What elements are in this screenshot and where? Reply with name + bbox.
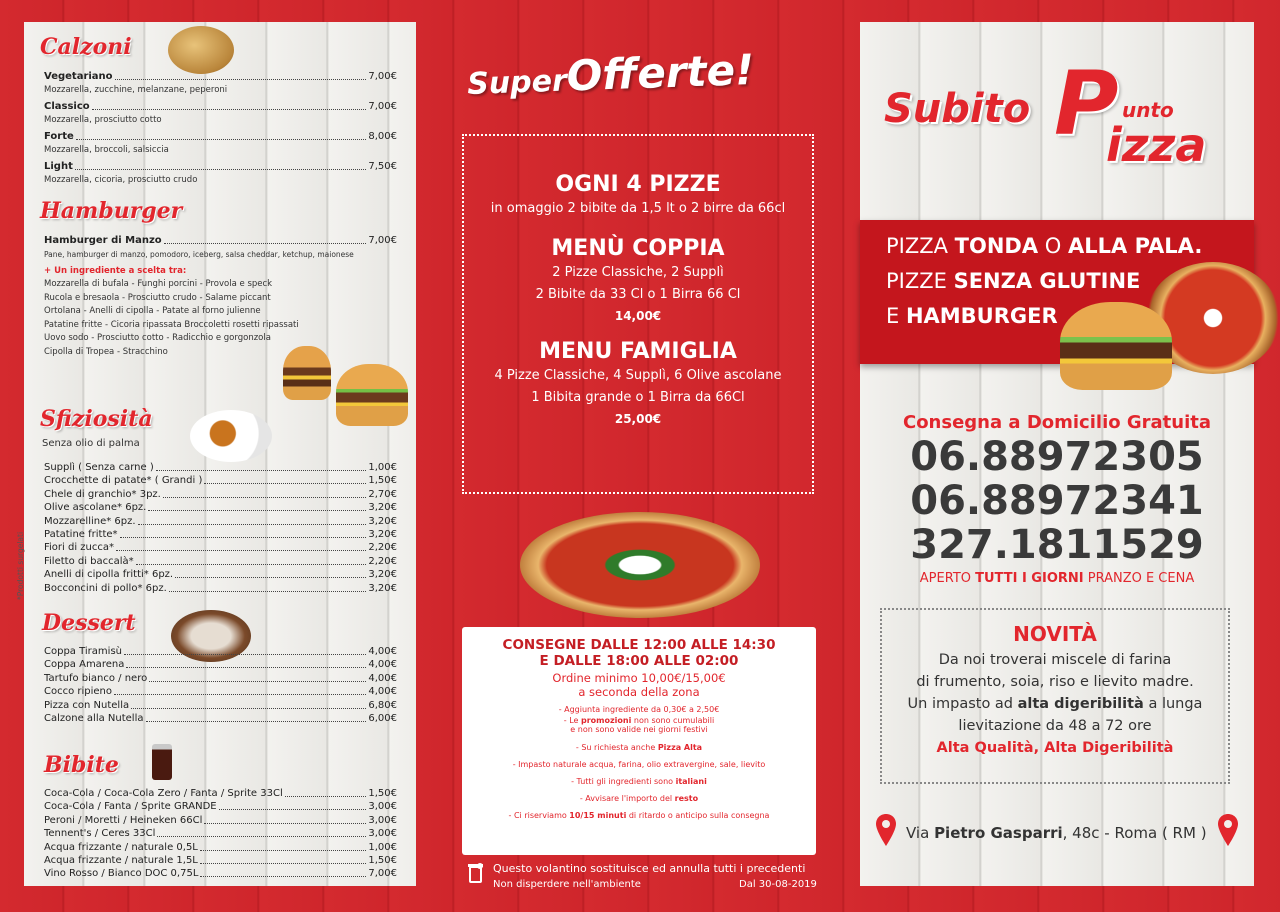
menu-item <box>44 515 397 528</box>
dot-leader <box>200 841 366 851</box>
item-price: 1,50€ <box>368 788 397 799</box>
item-name: Coca-Cola / Fanta / Sprite GRANDE <box>44 801 217 813</box>
menu-item <box>44 528 397 541</box>
item-name: Pizza con Nutella <box>44 699 130 711</box>
banner-line-3: E HAMBURGER <box>886 304 1058 328</box>
dot-leader <box>200 854 366 864</box>
novita-l5: Alta Qualità, Alta Digeribilità <box>936 740 1174 756</box>
item-name: Classico <box>44 101 90 112</box>
banner-line-1: PIZZA TONDA O ALLA PALA. <box>886 234 1203 258</box>
menu-item <box>44 787 397 800</box>
menu-item <box>44 867 397 880</box>
item-name: Hamburger di Manzo <box>44 235 162 246</box>
sfiziosita-subtitle: Senza olio di palma <box>42 438 140 449</box>
menu-item <box>44 130 397 143</box>
menu-item <box>44 814 397 827</box>
dot-leader <box>131 699 366 709</box>
item-price: 3,00€ <box>368 828 397 840</box>
menu-item <box>44 568 397 581</box>
menu-item <box>44 461 397 474</box>
banner-line-2: PIZZE SENZA GLUTINE <box>886 269 1141 293</box>
menu-item <box>44 712 397 725</box>
item-name: Coppa Tiramisù <box>44 646 122 657</box>
note-italian: - Tutti gli ingredienti sono italiani <box>571 777 707 786</box>
menu-item <box>44 645 397 658</box>
item-desc: Mozzarella, prosciutto cotto <box>44 115 162 125</box>
dot-leader <box>285 787 367 797</box>
item-price: 3,20€ <box>368 529 397 540</box>
extra-option: Rucola e bresaola - Prosciutto crudo - Salame piccant <box>44 292 271 303</box>
bibite-title: Bibite <box>44 752 119 778</box>
cola-glass-image <box>152 744 172 780</box>
item-desc: Pane, hamburger di manzo, pomodoro, iceberg, salsa cheddar, ketchup, maionese <box>44 250 354 259</box>
hamburger-title: Hamburger <box>40 198 183 224</box>
calzone-image <box>168 26 234 74</box>
item-price: 1,00€ <box>368 462 397 473</box>
offer-coppia-l1: 2 Pizze Classiche, 2 Supplì <box>552 265 724 280</box>
menu-item <box>44 541 397 554</box>
dot-leader <box>157 827 366 837</box>
item-name: Acqua frizzante / naturale 1,5L <box>44 855 198 866</box>
item-price: 3,20€ <box>368 569 397 581</box>
note-change: - Avvisare l'importo del resto <box>579 794 699 803</box>
menu-item-hamburger <box>44 234 397 247</box>
item-name: Calzone alla Nutella <box>44 713 144 724</box>
item-price: 1,00€ <box>368 841 397 853</box>
item-price: 1,50€ <box>368 855 397 866</box>
dot-leader <box>138 515 367 525</box>
menu-item <box>44 699 397 712</box>
item-price: 3,20€ <box>368 502 397 514</box>
menu-item <box>44 488 397 501</box>
brand-logo <box>884 52 1234 172</box>
dot-leader <box>175 568 366 578</box>
menu-item <box>44 555 397 568</box>
note-pizza-alta: - Su richiesta anche Pizza Alta <box>575 743 703 752</box>
item-name: Coppa Amarena <box>44 659 125 671</box>
brand-subito: Subito <box>884 86 1031 132</box>
item-price: 6,00€ <box>368 713 397 724</box>
dot-leader <box>120 528 367 538</box>
item-price: 3,20€ <box>368 515 397 527</box>
item-name: Coca-Cola / Coca-Cola Zero / Fanta / Sprite 33Cl <box>44 788 283 799</box>
menu-item <box>44 854 397 867</box>
item-price: 3,20€ <box>368 582 397 594</box>
note-ingredients: - Aggiunta ingrediente da 0,30€ a 2,50€ <box>558 705 720 714</box>
item-price: 3,00€ <box>368 801 397 813</box>
burger-image <box>283 346 331 400</box>
item-name: Anelli di cipolla fritti* 6pz. <box>44 569 174 581</box>
item-name: Bocconcini di pollo* 6pz. <box>44 582 167 594</box>
dot-leader <box>204 814 366 824</box>
delivery-info-box <box>462 627 816 855</box>
dot-leader <box>124 645 366 655</box>
menu-item <box>44 658 397 671</box>
item-name: Supplì ( Senza carne ) <box>44 462 154 473</box>
item-desc: Mozzarella, zucchine, melanzane, peperoni <box>44 85 228 95</box>
dot-leader <box>136 555 367 565</box>
novita-l2: di frumento, soia, riso e lievito madre. <box>916 674 1194 690</box>
delivery-hours-2: E DALLE 18:00 ALLE 02:00 <box>539 653 739 669</box>
phone-2[interactable]: 06.88972341 <box>910 478 1204 524</box>
offer-coppia-price: 14,00€ <box>614 309 662 323</box>
item-name: Mozzarelline* 6pz. <box>44 515 136 527</box>
item-price: 4,00€ <box>368 672 397 684</box>
opening-hours: APERTO TUTTI I GIORNI PRANZO E CENA <box>919 571 1195 586</box>
menu-item <box>44 100 397 113</box>
item-price: 2,70€ <box>368 488 397 500</box>
dot-leader <box>75 160 367 170</box>
offer-famiglia-l1: 4 Pizze Classiche, 4 Supplì, 6 Olive ascolane <box>494 368 782 383</box>
offer-ogni4-text: in omaggio 2 bibite da 1,5 lt o 2 birre da 66cl <box>490 201 786 216</box>
offer-famiglia-title: MENU FAMIGLIA <box>539 339 737 364</box>
menu-item <box>44 70 397 83</box>
menu-item <box>44 474 397 487</box>
extras-heading: + Un ingrediente a scelta tra: <box>44 266 187 276</box>
dot-leader <box>169 582 367 592</box>
item-name: Forte <box>44 131 74 142</box>
dot-leader <box>219 800 367 810</box>
item-price: 4,00€ <box>368 686 397 698</box>
delivery-hours-1: CONSEGNE DALLE 12:00 ALLE 14:30 <box>502 637 776 653</box>
footer-date: Dal 30-08-2019 <box>739 879 817 890</box>
item-price: 7,00€ <box>368 868 397 880</box>
item-name: Light <box>44 161 73 172</box>
item-price: 2,20€ <box>368 555 397 567</box>
dot-leader <box>146 712 367 722</box>
note-dough: - Impasto naturale acqua, farina, olio extravergine, sale, lievito <box>512 760 766 769</box>
dot-leader <box>126 658 366 668</box>
pizza-image <box>520 512 760 618</box>
offer-famiglia-price: 25,00€ <box>614 412 662 426</box>
note-holidays: e non sono valide nei giorni festivi <box>570 725 708 734</box>
delivery-free-title: Consegna a Domicilio Gratuita <box>902 412 1212 433</box>
sfiziosita-title: Sfiziosità <box>40 406 153 432</box>
item-price: 7,00€ <box>368 71 397 82</box>
offer-coppia-l2: 2 Bibite da 33 Cl o 1 Birra 66 Cl <box>535 287 741 302</box>
footer-notice: Questo volantino sostituisce ed annulla tutti i precedenti <box>493 862 806 875</box>
delivery-zone: a seconda della zona <box>578 685 700 699</box>
item-price: 8,00€ <box>368 131 397 142</box>
frozen-note: *Prodotti surgelati <box>16 531 25 600</box>
phone-1[interactable]: 06.88972305 <box>910 434 1204 480</box>
item-name: Vegetariano <box>44 71 113 82</box>
dot-leader <box>148 501 366 511</box>
extra-option: Cipolla di Tropea - Stracchino <box>44 346 168 357</box>
brand-izza: izza <box>1106 118 1207 172</box>
dot-leader <box>204 474 366 484</box>
menu-item <box>44 841 397 854</box>
extra-option: Patatine fritte - Cicoria ripassata Broccoletti rosetti ripassati <box>44 319 299 330</box>
item-price: 4,00€ <box>368 646 397 657</box>
extra-option: Mozzarella di bufala - Funghi porcini - Provola e speck <box>44 279 273 289</box>
recycle-bin-icon <box>466 862 486 884</box>
item-name: Filetto di baccalà* <box>44 555 134 567</box>
brand-unto: unto <box>1122 98 1174 122</box>
item-name: Acqua frizzante / naturale 0,5L <box>44 841 198 853</box>
extra-option: Ortolana - Anelli di cipolla - Patate al forno julienne <box>44 306 261 316</box>
dot-leader <box>149 672 366 682</box>
offer-coppia-title: MENÙ COPPIA <box>551 236 725 261</box>
item-price: 3,00€ <box>368 814 397 826</box>
map-pin-icon <box>876 814 896 846</box>
fried-food-image <box>190 410 272 462</box>
offers-box <box>462 134 814 494</box>
novita-box <box>880 608 1230 784</box>
item-name: Chele di granchio* 3pz. <box>44 488 161 500</box>
map-pin-icon <box>1218 814 1238 846</box>
contact-block <box>860 412 1254 586</box>
dot-leader <box>116 541 366 551</box>
item-name: Tartufo bianco / nero <box>44 672 148 684</box>
burger-image <box>1060 302 1172 390</box>
novita-l3: Un impasto ad alta digeribilità a lunga <box>907 696 1203 712</box>
calzoni-title: Calzoni <box>40 34 132 60</box>
item-name: Fiori di zucca* <box>44 542 115 554</box>
offer-famiglia-l2: 1 Bibita grande o 1 Birra da 66Cl <box>531 390 745 405</box>
offers-title-b: Offerte! <box>565 45 755 101</box>
menu-item <box>44 800 397 813</box>
note-promotions: - Le promozioni non sono cumulabili <box>563 716 715 725</box>
novita-l1: Da noi troverai miscele di farina <box>938 652 1172 668</box>
burger-image <box>336 364 408 426</box>
footer-environment: Non disperdere nell'ambiente <box>493 879 641 890</box>
novita-l4: lievitazione da 48 a 72 ore <box>958 718 1152 734</box>
menu-item <box>44 160 397 173</box>
item-name: Tennent's / Ceres 33Cl <box>44 828 156 840</box>
offers-title-a: Super <box>466 63 568 102</box>
item-price: 7,00€ <box>368 235 397 246</box>
item-price: 1,50€ <box>368 475 397 487</box>
item-price: 4,00€ <box>368 659 397 671</box>
menu-item <box>44 501 397 514</box>
dot-leader <box>163 488 366 498</box>
item-name: Vino Rosso / Bianco DOC 0,75L <box>44 868 199 880</box>
phone-3[interactable]: 327.1811529 <box>910 522 1204 568</box>
offer-ogni4-title: OGNI 4 PIZZE <box>555 172 721 197</box>
dot-leader <box>115 70 367 80</box>
item-price: 6,80€ <box>368 699 397 711</box>
offers-title <box>466 45 755 104</box>
menu-item <box>44 685 397 698</box>
item-price: 2,20€ <box>368 542 397 554</box>
menu-item <box>44 672 397 685</box>
item-price: 7,50€ <box>368 161 397 172</box>
novita-title: NOVITÀ <box>1013 622 1097 646</box>
item-name: Crocchette di patate* ( Grandi ) <box>44 475 203 487</box>
dot-leader <box>156 461 367 471</box>
item-desc: Mozzarella, cicoria, prosciutto crudo <box>44 175 198 185</box>
item-name: Cocco ripieno <box>44 686 113 698</box>
delivery-minimum: Ordine minimo 10,00€/15,00€ <box>552 671 726 685</box>
item-name: Olive ascolane* 6pz. <box>44 502 147 514</box>
dot-leader <box>200 867 366 877</box>
address-text: Via Pietro Gasparri, 48c - Roma ( RM ) <box>906 824 1207 842</box>
menu-item <box>44 827 397 840</box>
item-name: Patatine fritte* <box>44 529 118 540</box>
item-price: 7,00€ <box>368 101 397 112</box>
extra-option: Uovo sodo - Prosciutto cotto - Radicchio e gorgonzola <box>44 333 271 343</box>
brand-p: P <box>1054 52 1119 155</box>
menu-item <box>44 582 397 595</box>
note-delay: - Ci riserviamo 10/15 minuti di ritardo o anticipo sulla consegna <box>508 811 770 820</box>
dot-leader <box>114 685 366 695</box>
item-desc: Mozzarella, broccoli, salsiccia <box>44 145 169 155</box>
dot-leader <box>92 100 367 110</box>
dessert-title: Dessert <box>42 610 136 636</box>
item-name: Peroni / Moretti / Heineken 66Cl <box>44 814 203 826</box>
dot-leader <box>76 130 367 140</box>
